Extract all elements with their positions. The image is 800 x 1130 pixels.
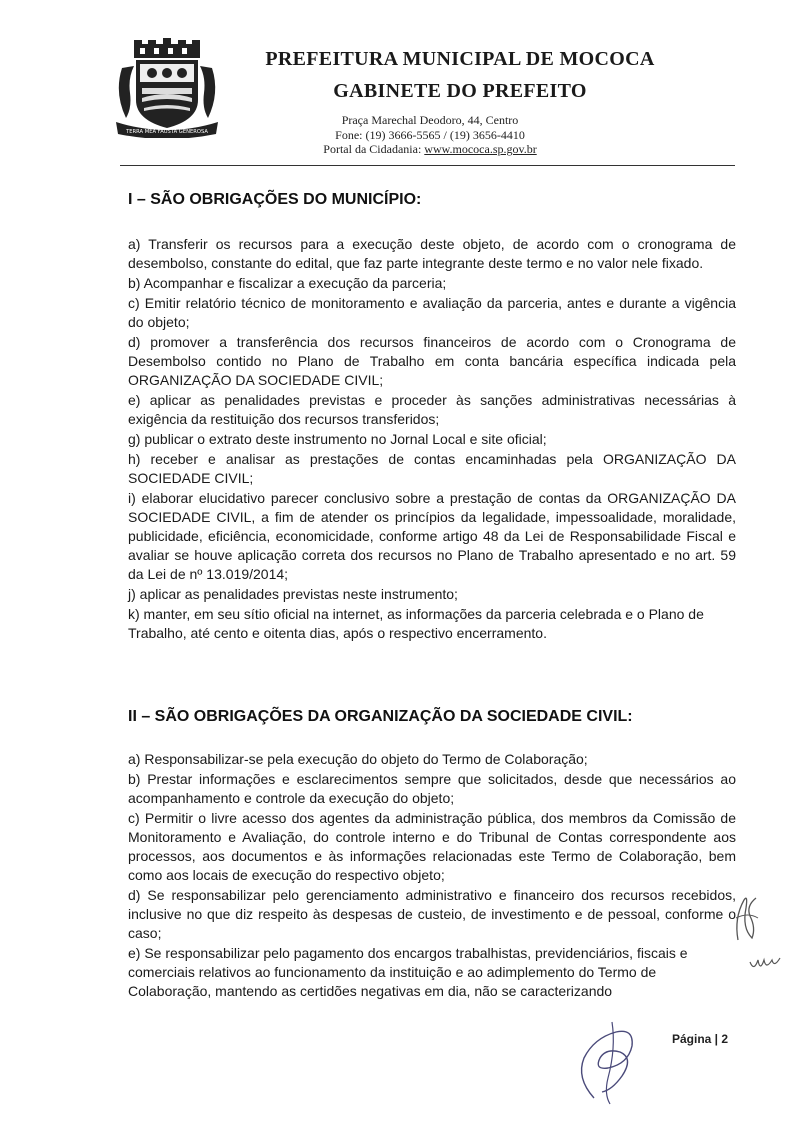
list-item: c) Emitir relatório técnico de monitoramento e avaliação da parceria, antes e durante a vigência do objeto; [128,295,736,330]
phone: Fone: (19) 3666-5565 / (19) 3656-4410 [335,127,525,142]
header-divider [120,165,735,166]
org-office: GABINETE DO PREFEITO [333,80,587,102]
list-item: a) Transferir os recursos para a execução deste objeto, de acordo com o cronograma de desembolso, constante do edital, que faz parte integrante deste termo e no valor nele fixado. [128,236,736,271]
list-item: e) aplicar as penalidades previstas e proceder às sanções administrativas necessárias à exigência da restituição dos recursos transferidos; [128,392,736,427]
list-item: d) Se responsabilizar pelo gerenciamento administrativo e financeiro dos recursos recebidos, inclusive no que diz respeito às despesas de custeio, de investimento e de pessoal, conforme o caso; [128,887,736,941]
list-item: k) manter, em seu sítio oficial na internet, as informações da parceria celebrada e o Plano de Trabalho, até cento e oitenta dias, após o respectivo encerramento. [128,606,704,641]
letterhead-title [255,48,665,103]
list-item: b) Prestar informações e esclarecimentos sempre que solicitados, desde que necessários ao acompanhamento e controle da execução do objeto; [128,771,736,806]
crest-motto: TERRA MEA FAUSTA GENEROSA [126,129,208,135]
list-item: c) Permitir o livre acesso dos agentes da administração pública, dos membros da Comissão de Monitoramento e Avaliação, do controle interno e do Tribunal de Contas correspondente aos processos, aos documentos e às informações relacionadas este Termo de Colaboração, bem como aos locais de execução do respectivo objeto; [128,810,736,883]
list-item: d) promover a transferência dos recursos financeiros de acordo com o Cronograma de Desembolso contido no Plano de Trabalho em conta bancária específica indicada pela ORGANIZAÇÃO DA SOCIEDADE CIVIL; [128,334,736,388]
org-name: PREFEITURA MUNICIPAL DE MOCOCA [265,48,655,70]
address: Praça Marechal Deodoro, 44, Centro [341,113,519,127]
municipal-crest-logo [112,38,222,138]
list-item: a) Responsabilizar-se pela execução do objeto do Termo de Colaboração; [128,751,588,767]
portal-label: Portal da Cidadania: [323,142,425,156]
initials-signature-1 [726,888,766,948]
page-number: Página | 2 [672,1032,729,1046]
section-1-title: I – SÃO OBRIGAÇÕES DO MUNICÍPIO: [128,191,422,208]
section-1-items [128,235,736,644]
signature-mark [572,1018,652,1108]
list-item: e) Se responsabilizar pelo pagamento dos encargos trabalhistas, previdenciários, fiscais e comerciais relativos ao funcionamento da instituição e ao adimplemento do Termo de Colaboração, mantendo as certidões negativas em dia, não se caracterizando [128,945,688,999]
section-2-title: II – SÃO OBRIGAÇÕES DA ORGANIZAÇÃO DA SOCIEDADE CIVIL: [128,708,633,725]
initials-signature-2 [746,948,786,978]
portal-link[interactable]: www.mococa.sp.gov.br [424,142,537,156]
portal [300,142,560,157]
list-item: j) aplicar as penalidades previstas neste instrumento; [128,586,458,602]
section-2-items [128,750,736,1002]
list-item: g) publicar o extrato deste instrumento no Jornal Local e site oficial; [128,431,547,447]
list-item: b) Acompanhar e fiscalizar a execução da parceria; [128,275,447,291]
list-item: i) elaborar elucidativo parecer conclusivo sobre a prestação de contas da ORGANIZAÇÃO DA SOCIEDADE CIVIL, a fim de atender os princípios da legalidade, impessoalidade, moralidade, publicidade, eficiência, economicidade, conforme artigo 48 da Lei de Responsabilidade Fiscal e avaliar se houve aplicação correta dos recursos no Plano de Trabalho apresentado e no art. 59 da Lei de nº 13.019/2014; [128,490,736,582]
letterhead-contact [300,113,560,157]
list-item: h) receber e analisar as prestações de contas encaminhadas pela ORGANIZAÇÃO DA SOCIEDADE CIVIL; [128,451,736,486]
